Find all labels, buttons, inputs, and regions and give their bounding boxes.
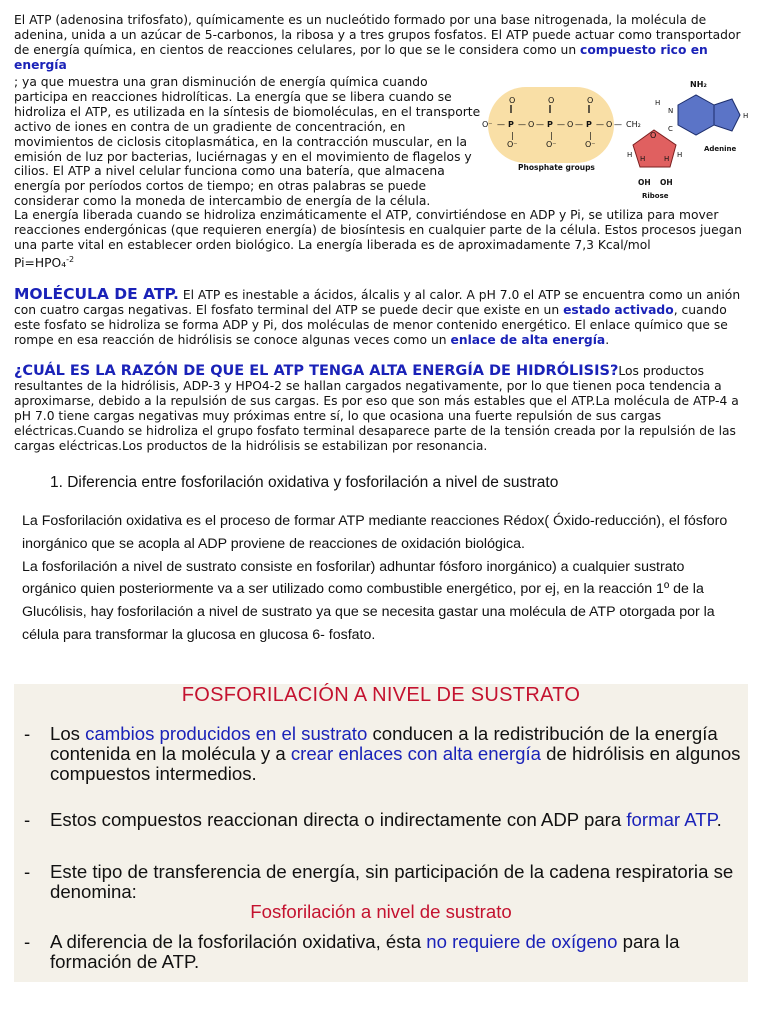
b1-highlight-1: cambios producidos en el sustrato [85, 723, 368, 744]
b4-text-b: para la formación de ATP. [50, 931, 680, 972]
svg-text:H: H [655, 99, 661, 107]
pi-formula-charge: -2 [66, 254, 75, 264]
energy-paragraph [14, 208, 756, 271]
slide-image [14, 684, 748, 982]
oh-right: OH [660, 178, 673, 187]
svg-text:P: P [586, 120, 592, 129]
svg-text:‖: ‖ [587, 104, 591, 113]
svg-text:O: O [548, 96, 555, 105]
atp-molecule-text-c: . [605, 332, 610, 347]
svg-text:—: — [536, 120, 544, 129]
adenine-label: Adenine [704, 145, 737, 153]
atp-molecule-text-a: El ATP es inestable a ácidos, álcalis y al calor. A pH 7.0 el ATP se encuentra como un anión con cuatro cargas negativas. El fosfato terminal del ATP se puede decir que existe en un [14, 288, 741, 317]
svg-text:O: O [587, 96, 594, 105]
b4-text-a: A diferencia de la fosforilación oxidativa, ésta [50, 931, 427, 952]
svg-text:O: O [606, 120, 613, 129]
b1-text-b: conducen a la redistribución de la energía contenida en la molécula y a [50, 723, 718, 764]
svg-text:O: O [528, 120, 535, 129]
oh-left: OH [638, 178, 651, 187]
svg-text:|: | [511, 131, 514, 140]
ch2-label: CH₂ [626, 120, 641, 129]
intro-text-a: El ATP (adenosina trifosfato), químicamente es un nucleótido formado por una base nitrogenada, la molécula de adenina, unida a un azúcar de 5-carbonos, la ribosa y a tres grupos fosfatos. El ATP puede actuar como transportador de energía química, en cientos de reacciones celulares, por lo que se le considera como un [14, 13, 741, 57]
b2-text-a: Estos compuestos reaccionan directa o indirectamente con ADP para [50, 809, 627, 830]
energy-text: La energía liberada cuando se hidroliza enzimáticamente el ATP, convirtiéndose en ADP y Pi, se utiliza para mover reacciones endergónicas (que requieren energía) de biosíntesis en cualquier parte de la célula. Estos procesos juegan una parte vital en establecer orden biológico. La energía liberada es de aproximadamente 7,3 Kcal/mol [14, 208, 742, 252]
bullet-dash: - [24, 931, 31, 952]
hydrolysis-text: Los productos resultantes de la hidrólisis, ADP-3 y HPO4-2 se hallan cargados negativamente, por lo que tienen poca tendencia a aproximarse, debido a la repulsión de sus cargas. Es por eso que son más estables que el ATP.La molécula de ATP-4 a pH 7.0 tiene cargas negativas muy próximas entre sí, lo que ocasiona una fuerte repulsión de sus cargas eléctricas.Cuando se hidroliza el grupo fosfato terminal desaparece parte de la tensión creada por la repulsión de las cargas eléctricas.Los productos de la hidrólisis se estabilizan por resonancia. [14, 364, 739, 453]
bullet-dash: - [24, 723, 31, 744]
slide-title: FOSFORILACIÓN A NIVEL DE SUSTRATO [181, 684, 581, 706]
svg-text:H: H [627, 151, 633, 159]
b1-text-a: Los [50, 723, 86, 744]
b3-red-term: Fosforilación a nivel de sustrato [250, 901, 512, 922]
bullet-dash: - [24, 809, 31, 830]
svg-text:P: P [508, 120, 514, 129]
pi-formula: Pi=HPO₄ [14, 255, 67, 270]
svg-text:|: | [589, 131, 592, 140]
adenine-ring-b [714, 99, 740, 131]
nh2-label: NH₂ [690, 80, 707, 89]
intro-highlight: compuesto rico en energía [14, 42, 708, 72]
enlace-alta-energia: enlace de alta energía [450, 332, 606, 347]
svg-text:O⁻: O⁻ [507, 140, 518, 149]
atp-molecule-paragraph [14, 287, 756, 348]
b2-text-b: . [716, 809, 722, 830]
svg-text:O: O [509, 96, 516, 105]
hydrolysis-heading: ¿CUÁL ES LA RAZÓN DE QUE EL ATP TENGA ALTA ENERGÍA DE HIDRÓLISIS? [14, 363, 619, 379]
adenine-ring-a [678, 95, 714, 135]
atp-molecule-heading: MOLÉCULA DE ATP. [14, 285, 179, 303]
oxidative-paragraph: La Fosforilación oxidativa es el proceso de formar ATP mediante reacciones Rédox( Óxido-reducción), el fósforo inorgánico que se acopla al ADP proviene de reacciones de oxidación biológica. [22, 513, 728, 552]
estado-activado: estado activado [563, 302, 674, 317]
ribose-label: Ribose [642, 192, 669, 200]
svg-text:—: — [596, 120, 604, 129]
atp-structure-figure [478, 75, 761, 203]
svg-text:|: | [550, 131, 553, 140]
svg-text:O: O [650, 131, 657, 140]
hydrolysis-paragraph [14, 364, 756, 453]
phosphate-groups-label: Phosphate groups [518, 163, 595, 172]
svg-text:N: N [668, 107, 674, 115]
svg-text:—: — [575, 120, 583, 129]
svg-text:C: C [668, 125, 673, 133]
b4-highlight: no requiere de oxígeno [426, 931, 618, 952]
svg-text:O: O [567, 120, 574, 129]
svg-text:‖: ‖ [548, 104, 552, 113]
svg-text:H: H [640, 155, 646, 163]
svg-text:‖: ‖ [509, 104, 513, 113]
svg-text:P: P [547, 120, 553, 129]
svg-text:—: — [614, 120, 622, 129]
svg-text:H: H [677, 151, 683, 159]
intro-text-wrapped: ; ya que muestra una gran disminución de energía química cuando participa en reacciones hidrolíticas. La energía que se libera cuando se hidroliza el ATP, es utilizada en la síntesis de biomoléculas, en el transporte activo de iones en contra de un gradiente de concentración, en movimientos de ciclosis citoplasmática, en la contracción muscular, en la emisión de luz por bacterias, luciérnagas y en el movimiento de flagelos y cilios. El ATP a nivel celular funciona como una batería, que almacena energía por períodos cortos de tiempo; en otras palabras se puede considerar como la moneda de intercambio de energía de la célula. [14, 75, 481, 209]
svg-text:—: — [497, 120, 505, 129]
svg-text:O⁻: O⁻ [546, 140, 557, 149]
svg-text:—: — [518, 120, 526, 129]
bullet-dash: - [24, 861, 31, 882]
b3-text: Este tipo de transferencia de energía, sin participación de la cadena respiratoria se denomina: [50, 861, 734, 902]
svg-text:O⁻: O⁻ [585, 140, 596, 149]
section-body [22, 510, 742, 647]
section-heading: 1. Diferencia entre fosforilación oxidativa y fosforilación a nivel de sustrato [50, 474, 559, 491]
b1-text-c: de hidrólisis en algunos compuestos intermedios. [50, 743, 741, 784]
svg-text:H: H [743, 112, 749, 120]
b1-highlight-2: crear enlaces con alta energía [290, 743, 541, 764]
svg-text:H: H [664, 155, 670, 163]
svg-text:O⁻: O⁻ [482, 120, 493, 129]
svg-text:—: — [557, 120, 565, 129]
b2-highlight: formar ATP [626, 809, 717, 830]
atp-molecule-text-b: , cuando este fosfato se hidroliza se forma ADP y Pi, dos moléculas de menor contenido energético. El enlace químico que se rompe en esa reacción de hidrólisis se conoce algunas veces como un [14, 302, 728, 347]
substrate-paragraph: La fosforilación a nivel de sustrato consiste en fosforilar) adhuntar fósforo inorgánico) a cualquier sustrato orgánico quien posteriormente va a ser utilizado como combustible energético, por ej, en la reacción 1º de la Glucólisis, hay fosforilación a nivel de sustrato ya que se necesita gastar una molécula de ATP otorgada por la célula para transformar la glucosa en glucosa 6- fosfato. [22, 558, 715, 643]
